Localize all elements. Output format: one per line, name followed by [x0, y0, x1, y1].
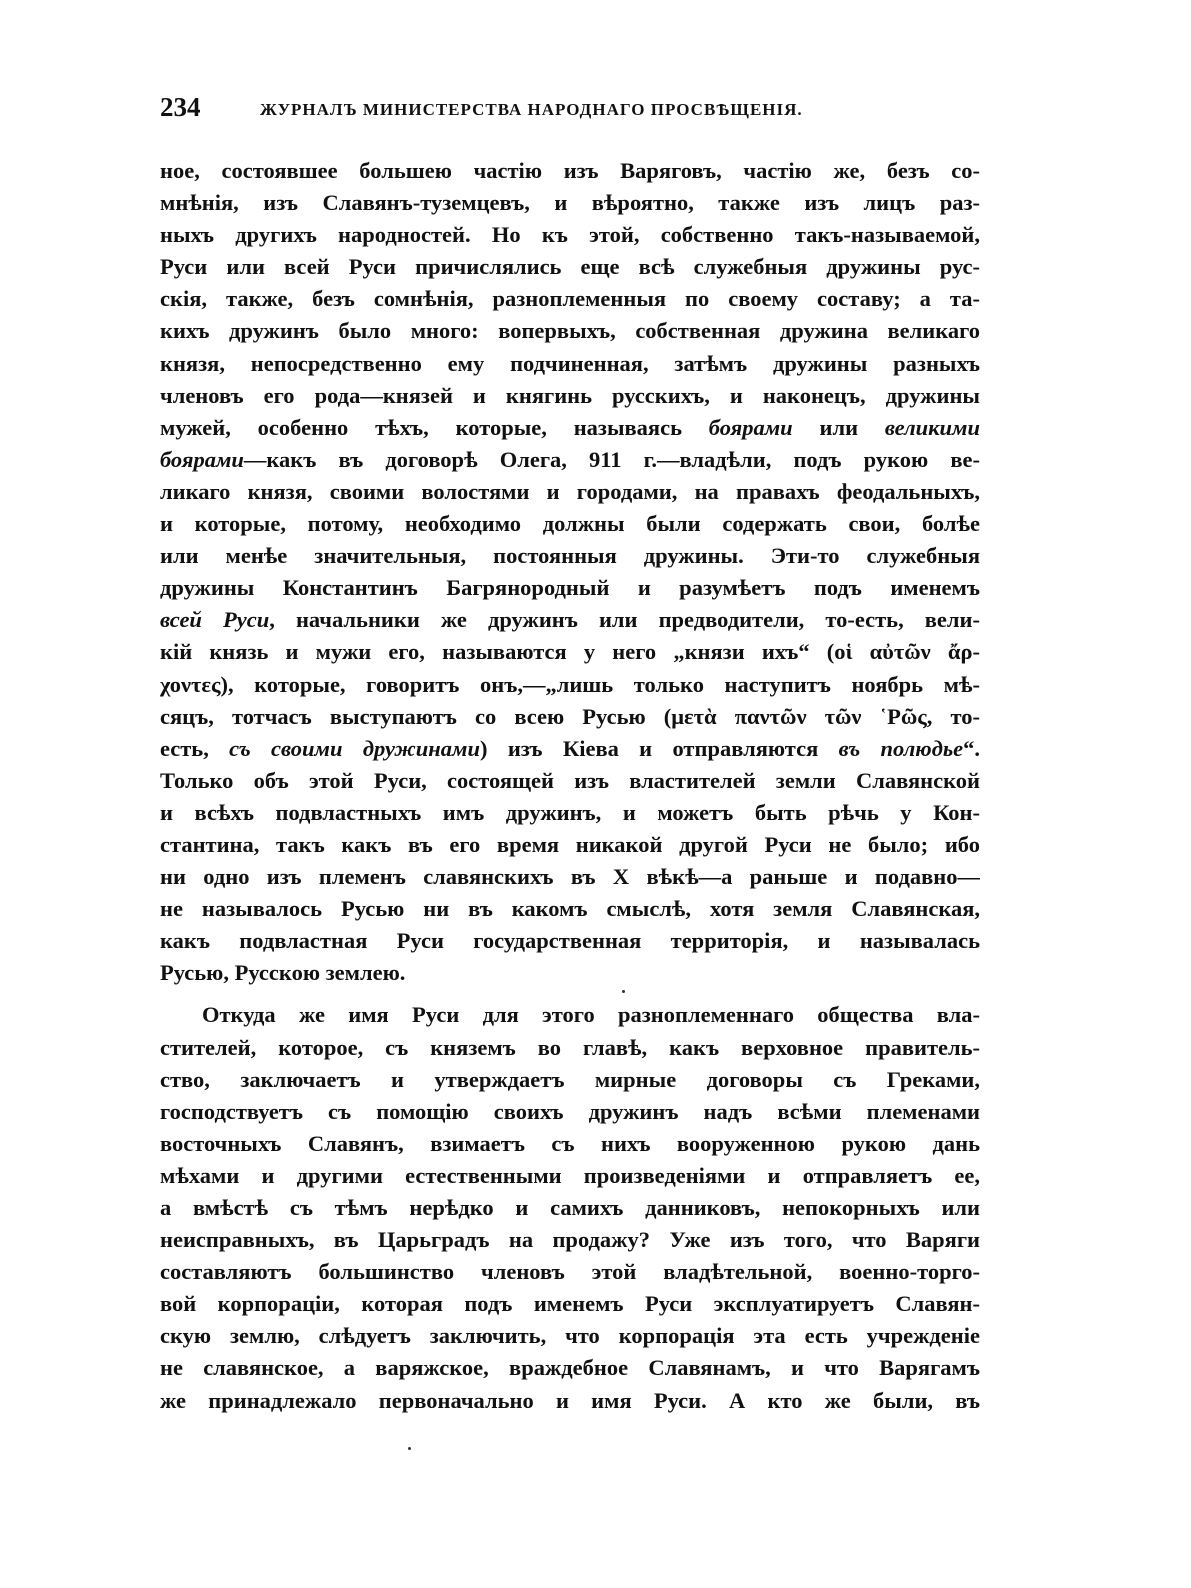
- text-span: мужей, особенно тѣхъ, которые, называясь: [160, 414, 709, 440]
- text-span: или: [792, 414, 885, 440]
- text-span: ) изъ Кіева и отправляются: [479, 735, 839, 761]
- text-line: кій князь и мужи его, называются у него „князи ихъ“ (οἱ αὐτῶν ἄρ-: [160, 639, 980, 665]
- text-line: мѣхами и другими естественными произведеніями и отправляетъ ее,: [160, 1162, 980, 1188]
- print-speck: [408, 1447, 411, 1450]
- text-line: Откуда же имя Руси для этого разноплеменнаго общества вла-: [202, 1002, 980, 1028]
- text-line: и всѣхъ подвластныхъ имъ дружинъ, и можетъ быть рѣчь у Кон-: [160, 799, 980, 825]
- text-line: χοντες), которые, говоритъ онъ,—„лишь только наступитъ ноябрь мѣ-: [160, 671, 980, 697]
- italic-term: боярами: [160, 446, 244, 472]
- text-line: ныхъ другихъ народностей. Но къ этой, собственно такъ-называемой,: [160, 222, 980, 248]
- text-span: —какъ въ договорѣ Олега, 911 г.—владѣли, подъ рукою ве-: [243, 446, 980, 472]
- text-line: Только объ этой Руси, состоящей изъ властителей земли Славянской: [160, 767, 980, 793]
- text-line: [160, 604, 980, 636]
- italic-term: въ полюдье: [838, 735, 964, 761]
- text-line: неисправныхъ, въ Царьградъ на продажу? Уже изъ того, что Варяги: [160, 1227, 980, 1253]
- print-speck: [622, 990, 625, 993]
- text-line: членовъ его рода—князей и княгинь русскихъ, и наконецъ, дружины: [160, 382, 980, 408]
- italic-term: боярами: [708, 414, 793, 440]
- text-line: ное, состоявшее большею частію изъ Варяговъ, частію же, безъ со-: [160, 158, 980, 183]
- text-line: дружины Константинъ Багрянородный и разумѣетъ подъ именемъ: [160, 575, 980, 601]
- text-span: , начальники же дружинъ или предводители, то-есть, вели-: [269, 607, 980, 633]
- text-line: мнѣнія, изъ Славянъ-туземцевъ, и вѣроятно, также изъ лицъ раз-: [160, 190, 980, 216]
- text-line: стантина, такъ какъ въ его время никакой другой Руси не было; ибо: [160, 831, 980, 857]
- italic-term: съ своими дружинами: [229, 735, 480, 761]
- text-line: ликаго князя, своими волостями и городами, на правахъ феодальныхъ,: [160, 478, 980, 504]
- text-line: не славянское, а варяжское, враждебное Славянамъ, и что Варягамъ: [160, 1355, 980, 1381]
- text-line: или менѣе значительныя, постоянныя дружины. Эти-то служебныя: [160, 543, 980, 569]
- text-line: [160, 444, 980, 476]
- text-line: и которые, потому, необходимо должны были содержать свои, болѣе: [160, 511, 980, 537]
- italic-term: всей Руси: [160, 607, 270, 633]
- text-line: Русью, Русскою землею.: [160, 960, 406, 986]
- text-line: а вмѣстѣ съ тѣмъ нерѣдко и самихъ данниковъ, непокорныхъ или: [160, 1195, 980, 1220]
- text-line: [160, 733, 980, 765]
- text-line: скую землю, слѣдуетъ заключить, что корпорація эта есть учрежденіе: [160, 1323, 980, 1349]
- page-header: [160, 92, 980, 132]
- text-line: ство, заключаетъ и утверждаетъ мирные договоры съ Греками,: [160, 1066, 980, 1092]
- paragraph-1: [160, 155, 980, 989]
- text-line: не называлось Русью ни въ какомъ смыслѣ, хотя земля Славянская,: [160, 896, 980, 922]
- text-line: составляютъ большинство членовъ этой владѣтельной, военно-торго-: [160, 1259, 980, 1285]
- text-line: ни одно изъ племенъ славянскихъ въ X вѣкѣ—а раньше и подавно—: [160, 864, 980, 890]
- text-line: [160, 412, 980, 444]
- text-body: [160, 155, 980, 1417]
- text-line: восточныхъ Славянъ, взимаетъ съ нихъ вооруженною рукою дань: [160, 1130, 980, 1156]
- text-line: вой корпораціи, которая подъ именемъ Руси эксплуатируетъ Славян-: [160, 1291, 980, 1317]
- running-title: ЖУРНАЛЪ МИНИСТЕРСТВА НАРОДНАГО ПРОСВѢЩЕНІЯ.: [260, 100, 803, 119]
- text-span: “.: [963, 735, 980, 761]
- text-line: князя, непосредственно ему подчиненная, затѣмъ дружины разныхъ: [160, 350, 980, 376]
- text-line: Руси или всей Руси причислялись еще всѣ служебныя дружины рус-: [160, 254, 980, 280]
- text-line: какъ подвластная Руси государственная территорія, и называлась: [160, 928, 980, 954]
- text-line: же принадлежало первоначально и имя Руси. А кто же были, въ: [160, 1387, 980, 1413]
- text-line: кихъ дружинъ было много: вопервыхъ, собственная дружина великаго: [160, 318, 980, 344]
- text-line: скія, также, безъ сомнѣнія, разноплеменныя по своему составу; а та-: [160, 286, 980, 312]
- page-number: 234: [160, 92, 201, 122]
- italic-term: великими: [884, 414, 980, 440]
- text-line: сяцъ, тотчасъ выступаютъ со всею Русью (μετὰ παντῶν τῶν ῾Ρῶς, то-: [160, 703, 980, 729]
- paragraph-2: [160, 999, 980, 1416]
- text-line: господствуетъ съ помощію своихъ дружинъ надъ всѣми племенами: [160, 1098, 980, 1124]
- text-span: есть,: [160, 735, 230, 761]
- text-line: стителей, которое, съ княземъ во главѣ, какъ верховное правитель-: [160, 1034, 980, 1060]
